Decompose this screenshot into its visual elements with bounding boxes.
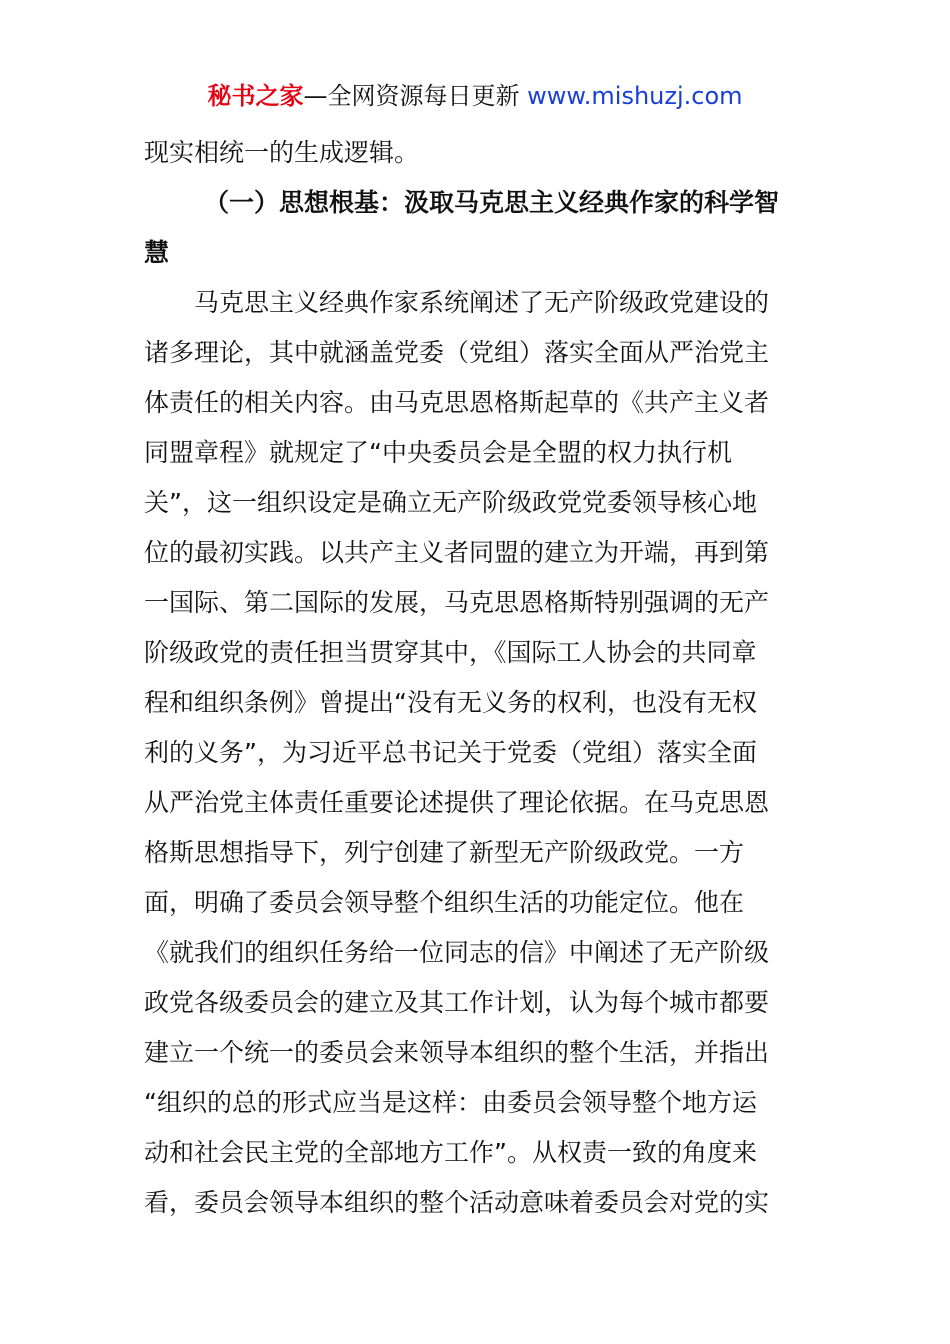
header-slogan: —全网资源每日更新 bbox=[303, 82, 528, 110]
site-url[interactable]: www.mishuzj.com bbox=[527, 82, 743, 110]
section-heading: （一）思想根基：汲取马克思主义经典作家的科学智 bbox=[204, 188, 780, 217]
body-line: 《就我们的组织任务给一位同志的信》中阐述了无产阶级 bbox=[144, 938, 770, 967]
body-line: 关”，这一组织设定是确立无产阶级政党党委领导核心地 bbox=[144, 488, 757, 517]
body-line: 程和组织条例》曾提出“没有无义务的权利，也没有无权 bbox=[144, 688, 757, 717]
body-line: 面，明确了委员会领导整个组织生活的功能定位。他在 bbox=[144, 888, 745, 917]
body-line: 位的最初实践。以共产主义者同盟的建立为开端，再到第 bbox=[144, 538, 770, 567]
body-line: 从严治党主体责任重要论述提供了理论依据。在马克思恩 bbox=[144, 788, 770, 817]
section-heading-continued: 慧 bbox=[144, 238, 170, 267]
body-line: 一国际、第二国际的发展，马克思恩格斯特别强调的无产 bbox=[144, 588, 770, 617]
body-line: 现实相统一的生成逻辑。 bbox=[144, 138, 420, 167]
body-line: 利的义务”，为习近平总书记关于党委（党组）落实全面 bbox=[144, 738, 757, 767]
body-line: “组织的总的形式应当是这样：由委员会领导整个地方运 bbox=[144, 1088, 757, 1117]
body-line: 体责任的相关内容。由马克思恩格斯起草的《共产主义者 bbox=[144, 388, 770, 417]
paragraph-first-line: 马克思主义经典作家系统阐述了无产阶级政党建设的 bbox=[194, 288, 770, 317]
body-line: 动和社会民主党的全部地方工作”。从权责一致的角度来 bbox=[144, 1138, 757, 1167]
body-line: 诸多理论，其中就涵盖党委（党组）落实全面从严治党主 bbox=[144, 338, 770, 367]
site-header bbox=[0, 80, 950, 112]
body-line: 阶级政党的责任担当贯穿其中，《国际工人协会的共同章 bbox=[144, 638, 757, 667]
document-body bbox=[144, 128, 809, 1228]
body-line: 格斯思想指导下，列宁创建了新型无产阶级政党。一方 bbox=[144, 838, 745, 867]
body-line: 同盟章程》就规定了“中央委员会是全盟的权力执行机 bbox=[144, 438, 732, 467]
brand-name: 秘书之家 bbox=[207, 82, 304, 110]
body-line: 看，委员会领导本组织的整个活动意味着委员会对党的实 bbox=[144, 1188, 770, 1217]
body-line: 政党各级委员会的建立及其工作计划，认为每个城市都要 bbox=[144, 988, 770, 1017]
body-line: 建立一个统一的委员会来领导本组织的整个生活，并指出 bbox=[144, 1038, 770, 1067]
